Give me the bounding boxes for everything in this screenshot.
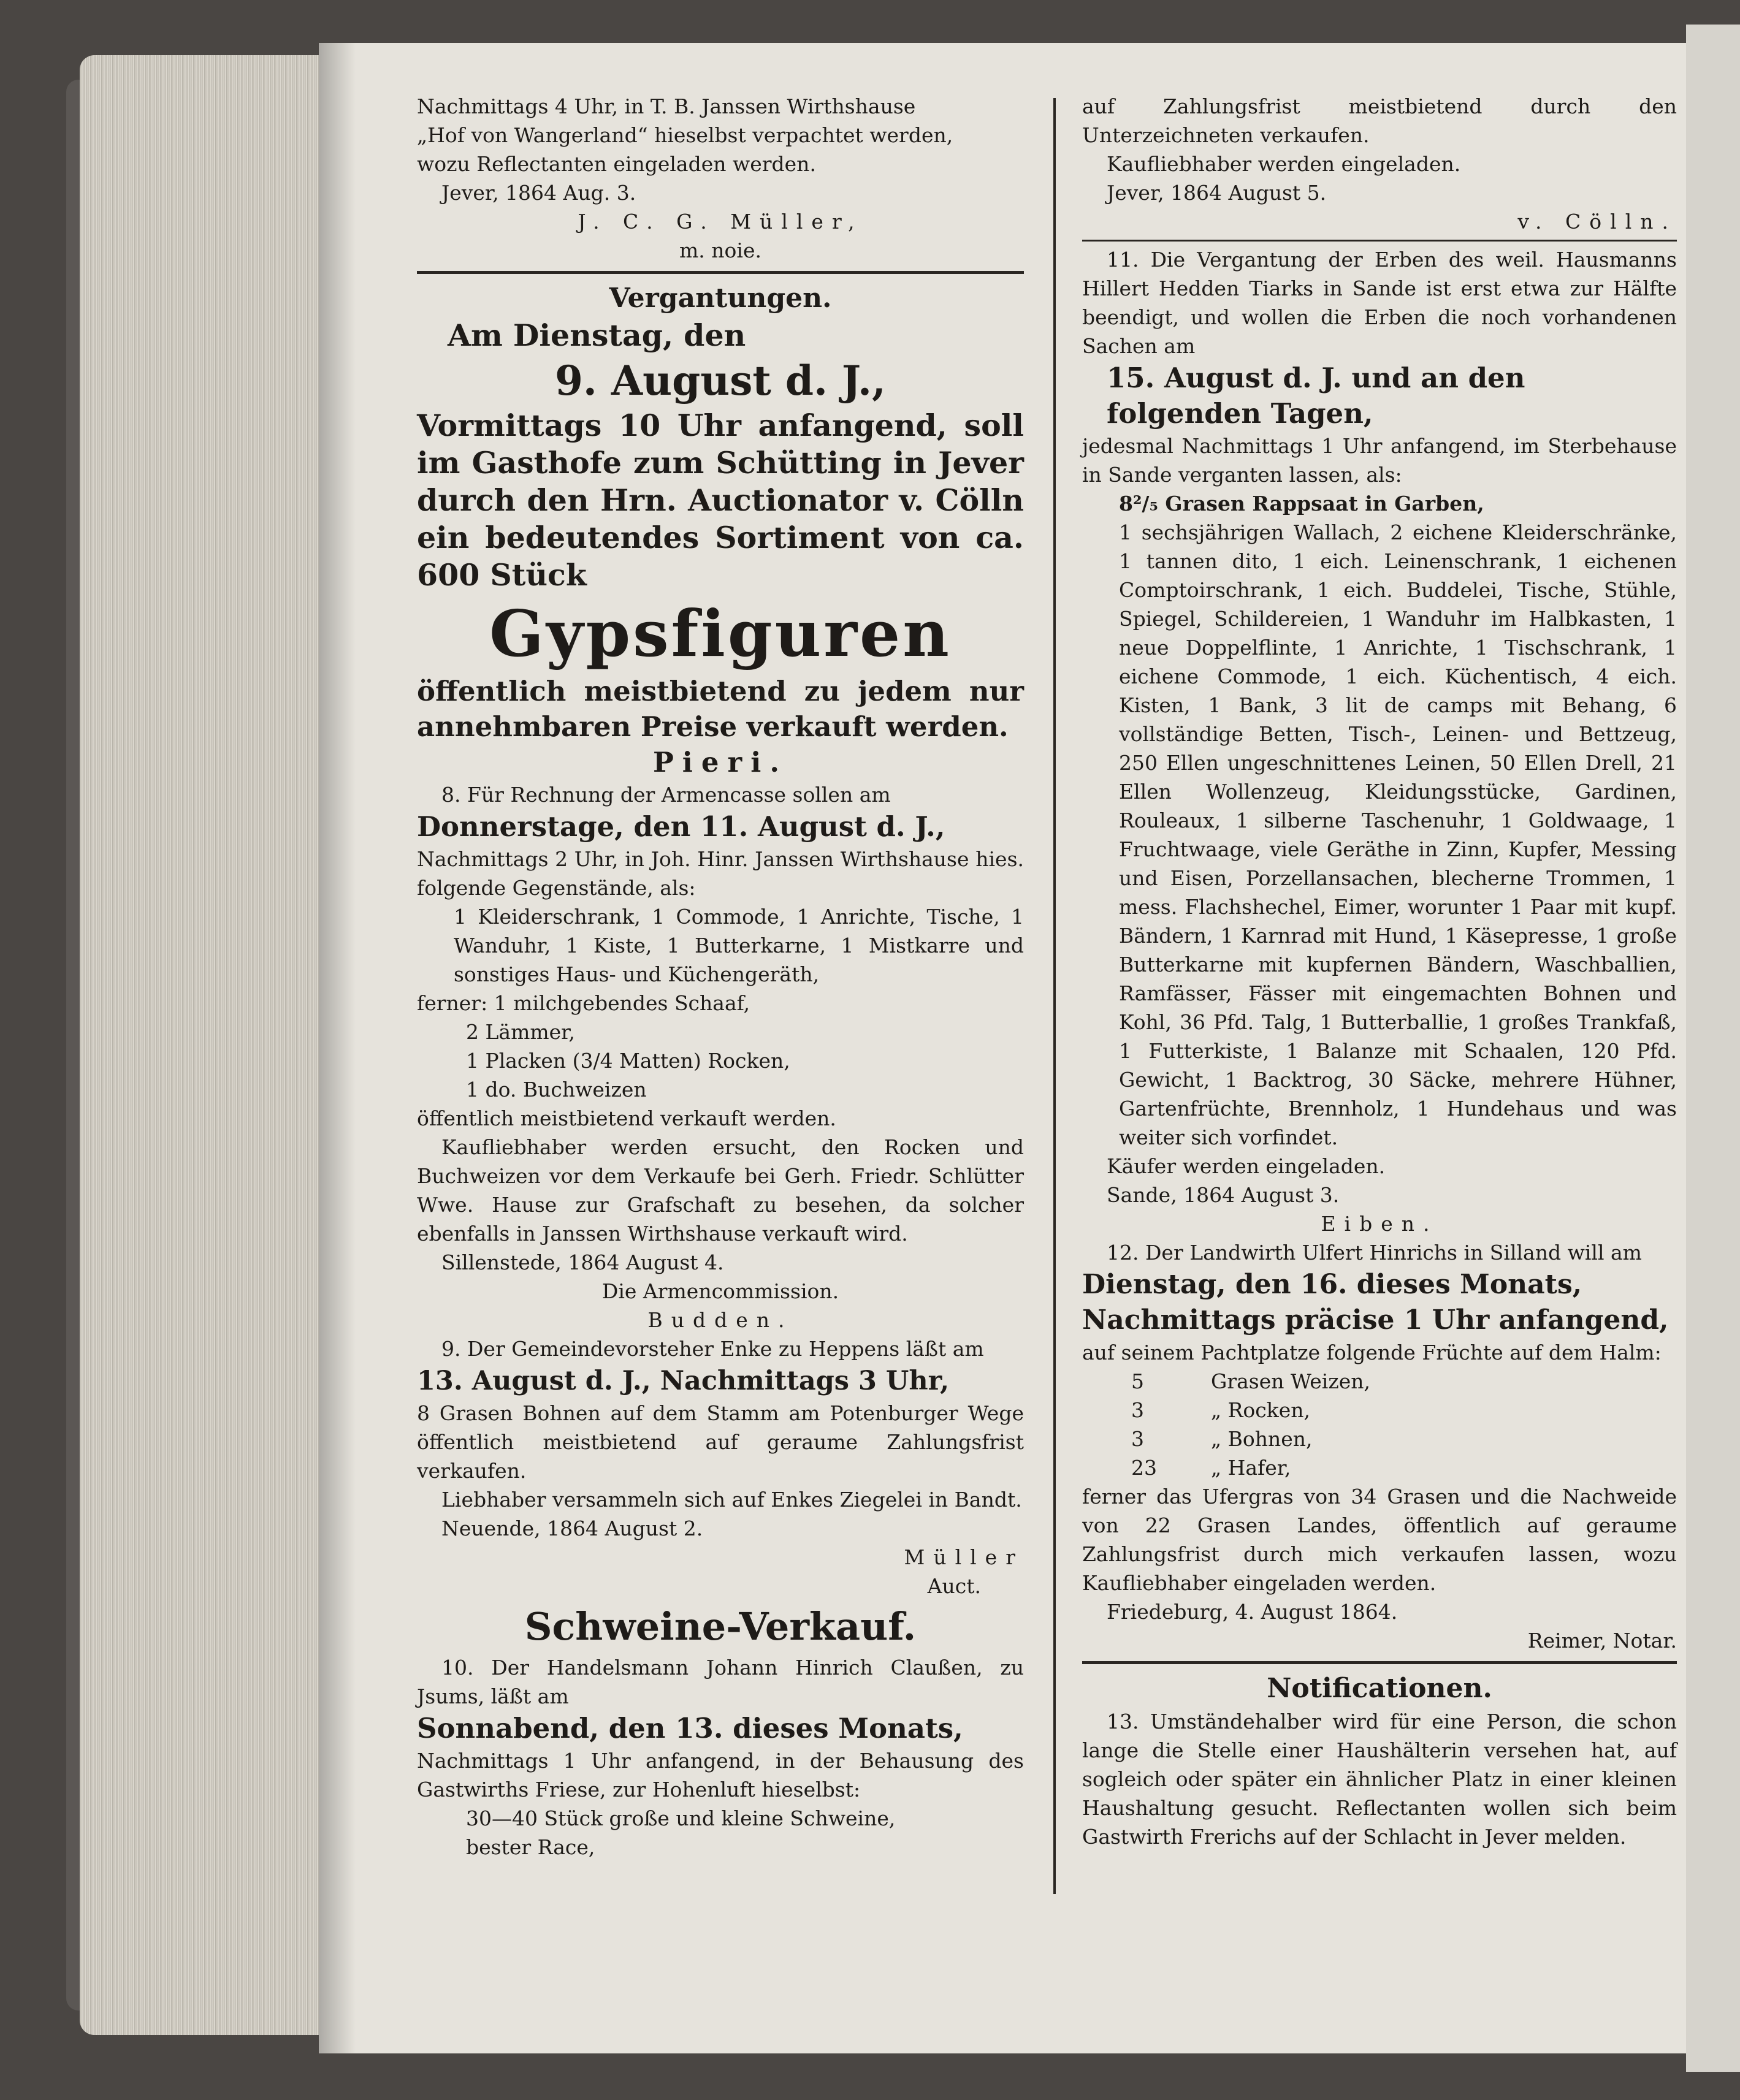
intro-signature-2: m. noie. [679,238,761,262]
cont-place: Jever, 1864 August 5. [1107,181,1327,205]
auction1-date: 9. August d. J., [555,357,886,405]
column-divider [1053,98,1056,1894]
item11-note: Käufer werden eingeladen. [1107,1154,1386,1178]
item8-tail: öffentlich meistbietend verkauft werden. [417,1106,836,1130]
item10-list-a: 30—40 Stück große und kleine Schweine, [466,1806,896,1830]
item12-date: Dienstag, den 16. dieses Monats, Nachmittags präcise 1 Uhr anfangend, [1082,1269,1669,1336]
section-rule-thin [1082,240,1677,242]
item8-list-2-b: 1 Placken (3/4 Matten) Rocken, [466,1049,790,1073]
item8-note: Kaufliebhaber werden ersucht, den Rocken und Buchweizen vor dem Verkaufe bei Gerh. Friedr. Schlütter Wwe. Hause zur Grafschaft zu besehen, da solcher ebenfalls in Janssen Wirthshause verkauft wird. [417,1135,1024,1246]
item11-body: jedesmal Nachmittags 1 Uhr anfangend, im Sterbehause in Sande verganten lassen, als: [1082,434,1677,487]
item8-intro: 8. Für Rechnung der Armencasse sollen am [441,783,891,807]
intro-line-1: Nachmittags 4 Uhr, in T. B. Janssen Wirthshause [417,94,916,118]
item11-list-head: 8²/₅ Grasen Rappsaat in Garben, [1119,492,1484,515]
item12-signature: Reimer, Notar. [1527,1629,1677,1653]
item9-place: Neuende, 1864 August 2. [441,1516,703,1540]
item12-row [1082,1425,1677,1453]
item8-list-2-a: 2 Lämmer, [466,1020,575,1044]
item8-place: Sillenstede, 1864 August 4. [441,1250,724,1274]
item12-qty: 23 [1131,1456,1157,1480]
item8-signature: Budden. [647,1308,793,1332]
heading-vergantungen: Vergantungen. [609,283,832,314]
item11-place: Sande, 1864 August 3. [1107,1183,1340,1207]
item12-tail: ferner das Ufergras von 34 Grasen und die Nachweide von 22 Grasen Landes, öffentlich auf geraume Zahlungsfrist durch mich verkaufen lassen, wozu Kaufliebhaber eingeladen werden. [1082,1485,1677,1595]
item9-signature-2: Auct. [927,1574,981,1598]
item11-list: 1 sechsjährigen Wallach, 2 eichene Kleiderschränke, 1 tannen dito, 1 eich. Leinenschrank, 1 eichenen Comptoirschrank, 1 eich. Buddelei, Tische, Stühle, Spiegel, Schildereien, 1 Wanduhr im Halbkasten, 1 neue Doppelflinte, 1 Anrichte, 1 Tischschrank, 1 eichene Commode, 1 eich. Küchentisch, 4 eich. Kisten, 1 Bank, 3 lit de camps mit Behang, 6 vollständige Betten, Tisch-, Leinen- und Bettzeug, 250 Ellen ungeschnittenes Leinen, 50 Ellen Drell, 21 Ellen Wollenzeug, Kleidungsstücke, Gardinen, Rouleaux, 1 silberne Taschenuhr, 1 Goldwaage, 1 Fruchtwaage, viele Geräthe in Zinn, Kupfer, Messing und Eisen, Porzellansachen, blecherne Trommen, 1 mess. Flachshechel, Eimer, worunter 1 Paar mit kupf. Bändern, 1 Karnrad mit Hund, 1 Käsepresse, 1 große Butterkarne mit kupfernen Bändern, Waschballien, Ramfässer, Fässer mit eingemachten Bohnen und Kohl, 36 Pfd. Talg, 1 Butterballie, 1 großes Trankfaß, 1 Futterkiste, 1 Balanze mit Schaalen, 120 Pfd. Gewicht, 1 Backtrog, 30 Säcke, mehrere Hühner, Gartenfrüchte, Brennholz, 1 Hundehaus und was weiter sich vorfindet. [1119,520,1677,1149]
item11-signature: Eiben. [1321,1212,1438,1236]
auction1-tail: öffentlich meistbietend zu jedem nur annehmbaren Preise verkauft werden. [417,675,1024,743]
item8-ferner: ferner: 1 milchgebendes Schaaf, [417,991,750,1015]
item12-body: auf seinem Pachtplatze folgende Früchte auf dem Halm: [1082,1341,1662,1364]
left-column [417,92,1024,1862]
item10-body: Nachmittags 1 Uhr anfangend, in der Behausung des Gastwirths Friese, zur Hohenluft hieselbst: [417,1749,1024,1801]
section-rule [417,271,1024,274]
book-page-edges [80,55,319,2035]
item8-list: 1 Kleiderschrank, 1 Commode, 1 Anrichte, Tische, 1 Wanduhr, 1 Kiste, 1 Butterkarne, 1 Mistkarre und sonstiges Haus- und Küchengeräth, [454,905,1024,986]
item8-organisation: Die Armencommission. [601,1279,839,1303]
item9-date: 13. August d. J., Nachmittags 3 Uhr, [417,1366,950,1396]
item9-intro: 9. Der Gemeindevorsteher Enke zu Heppens läßt am [441,1337,984,1361]
item12-crop: „ Bohnen, [1211,1427,1313,1451]
item12-crop: „ Rocken, [1211,1398,1311,1422]
item12-qty: 3 [1131,1427,1144,1451]
item12-intro: 12. Der Landwirth Ulfert Hinrichs in Silland will am [1107,1241,1642,1265]
item10-date: Sonnabend, den 13. dieses Monats, [417,1712,963,1744]
item12-row [1082,1453,1677,1482]
item11-intro: 11. Die Vergantung der Erben des weil. Hausmanns Hillert Hedden Tiarks in Sande ist erst etwa zur Hälfte beendigt, und wollen die Erben die noch vorhandenen Sachen am [1082,248,1677,358]
item9-note: Liebhaber versammeln sich auf Enkes Ziegelei in Bandt. [441,1488,1022,1512]
auction1-body: Vormittags 10 Uhr anfangend, soll im Gasthofe zum Schütting in Jever durch den Hrn. Auctionator v. Cölln ein bedeutendes Sortiment von ca. 600 Stück [417,408,1024,593]
section-rule [1082,1661,1677,1664]
item11-date: 15. August d. J. und an den folgenden Tagen, [1107,362,1525,430]
item9-signature: Müller [904,1545,1024,1569]
auction1-line1: Am Dienstag, den [448,318,746,353]
auction1-item: Gypsfiguren [489,596,952,671]
item9-body: 8 Grasen Bohnen auf dem Stamm am Potenburger Wege öffentlich meistbietend auf geraume Zahlungsfrist verkaufen. [417,1401,1024,1483]
item12-qty: 3 [1131,1398,1144,1422]
item8-body: Nachmittags 2 Uhr, in Joh. Hinr. Janssen Wirthshause hies. folgende Gegenstände, als: [417,847,1024,900]
right-column [1082,92,1677,1851]
page-gutter-shadow [319,43,356,2053]
intro-line-2: „Hof von Wangerland“ hieselbst verpachtet werden, [417,123,953,147]
cont-signature: v. Cölln. [1517,210,1677,234]
item12-crop: „ Hafer, [1211,1456,1291,1480]
cont-lines: auf Zahlungsfrist meistbietend durch den Unterzeichneten verkaufen. [1082,94,1677,147]
auction1-signature: Pieri. [652,746,788,778]
item10-intro: 10. Der Handelsmann Johann Hinrich Claußen, zu Jsums, läßt am [417,1656,1024,1708]
item12-row [1082,1367,1677,1396]
intro-line-3: wozu Reflectanten eingeladen werden. [417,152,816,176]
cont-note: Kaufliebhaber werden eingeladen. [1107,152,1461,176]
item12-qty: 5 [1131,1369,1144,1393]
intro-place: Jever, 1864 Aug. 3. [441,181,636,205]
item10-list-b: bester Race, [466,1835,595,1859]
facing-page-edge [1686,25,1740,2072]
item8-list-2-c: 1 do. Buchweizen [466,1078,647,1101]
item13-text: 13. Umständehalber wird für eine Person, die schon lange die Stelle einer Haushälterin versehen hat, auf sogleich oder später ein ähnlicher Platz in einer kleinen Haushaltung gesucht. Reflectanten wollen sich beim Gastwirth Frerichs auf der Schlacht in Jever melden. [1082,1710,1677,1849]
item8-date: Donnerstage, den 11. August d. J., [417,810,945,843]
heading-notificationen: Notificationen. [1267,1673,1492,1704]
heading-schweine-verkauf: Schweine-Verkauf. [524,1604,917,1649]
item12-row [1082,1396,1677,1425]
intro-signature: J. C. G. Müller, [578,210,863,234]
item12-place: Friedeburg, 4. August 1864. [1107,1600,1398,1624]
item12-crop: Grasen Weizen, [1211,1369,1370,1393]
